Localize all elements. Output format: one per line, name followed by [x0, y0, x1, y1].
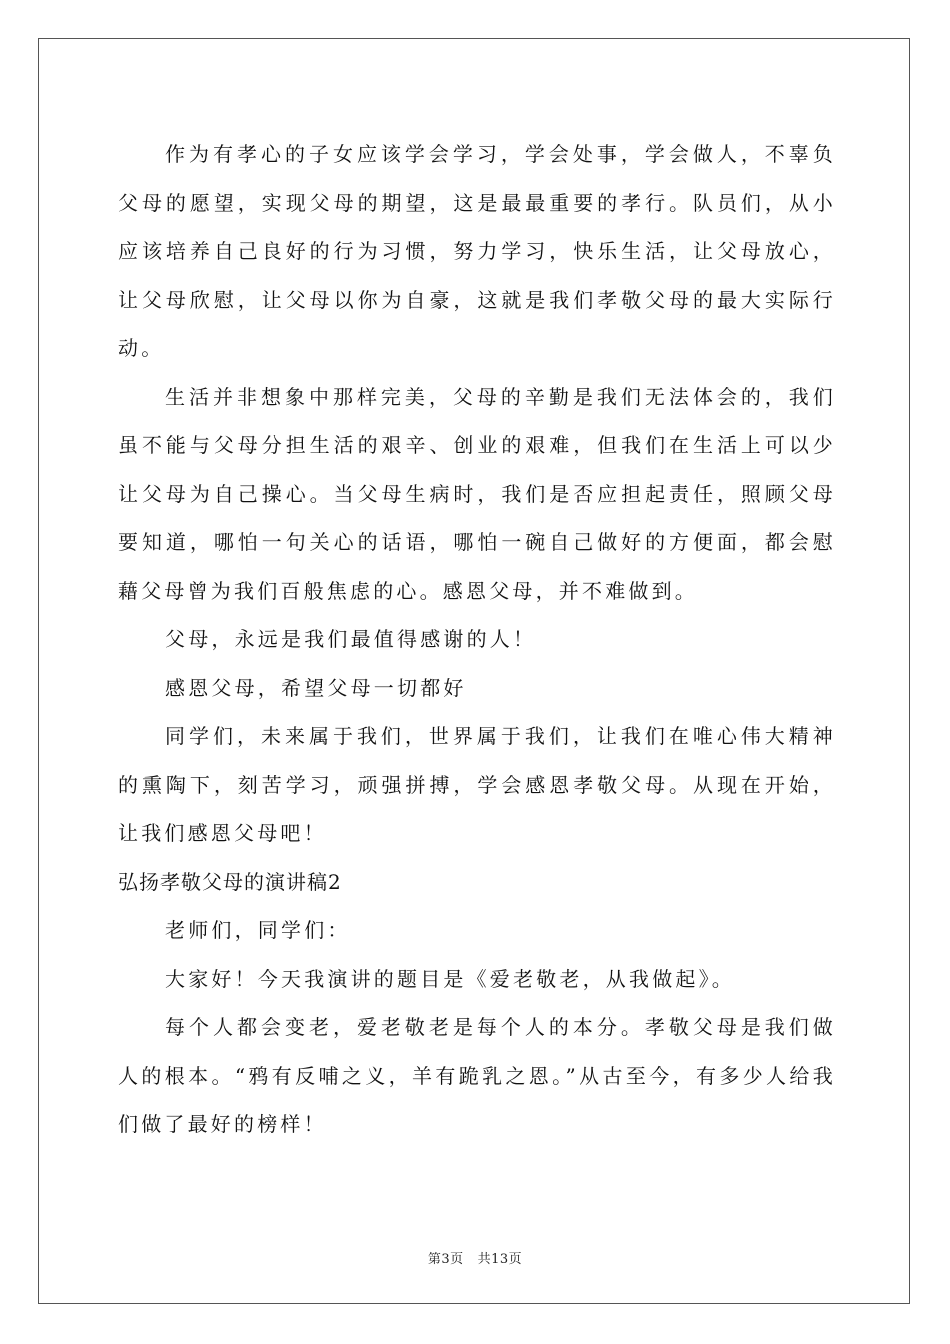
- paragraph-wish-parents: 感恩父母，希望父母一切都好: [165, 675, 467, 700]
- section-heading: 弘扬孝敬父母的演讲稿2: [118, 869, 342, 894]
- page-footer: [0, 1248, 950, 1267]
- page-number: 第3页: [427, 1252, 464, 1267]
- paragraph-salutation: 老师们，同学们：: [165, 918, 351, 942]
- document-body: [118, 130, 836, 1149]
- paragraph-parents-hardship: 生活并非想象中那样完美，父母的辛勤是我们无法体会的，我们虽不能与父母分担生活的艰辛、创业的艰难，但我们在生活上可以少让父母为自己操心。当父母生病时，我们是否应担起责任，照顾父母要知道，哪怕一句关心的话语，哪怕一碗自己做好的方便面，都会慰藉父母曾为我们百般焦虑的心。感恩父母，并不难做到。: [118, 384, 836, 603]
- paragraph-respect-elders: 每个人都会变老，爱老敬老是每个人的本分。孝敬父母是我们做人的根本。“鸦有反哺之义，羊有跪乳之恩。”从古至今，有多少人给我们做了最好的榜样！: [118, 1015, 836, 1136]
- paragraph-thanks-parents: 父母，永远是我们最值得感谢的人！: [165, 627, 537, 651]
- page-total: 共13页: [477, 1252, 523, 1267]
- paragraph-call-to-action: 同学们，未来属于我们，世界属于我们，让我们在唯心伟大精神的熏陶下，刻苦学习，顽强拼搏，学会感恩孝敬父母。从现在开始，让我们感恩父母吧！: [118, 724, 836, 845]
- paragraph-filial-conduct: 作为有孝心的子女应该学会学习，学会处事，学会做人，不辜负父母的愿望，实现父母的期望，这是最最重要的孝行。队员们，从小应该培养自己良好的行为习惯，努力学习，快乐生活，让父母放心，让父母欣慰，让父母以你为自豪，这就是我们孝敬父母的最大实际行动。: [118, 142, 836, 360]
- paragraph-greeting: 大家好！今天我演讲的题目是《爱老敬老，从我做起》。: [165, 966, 735, 991]
